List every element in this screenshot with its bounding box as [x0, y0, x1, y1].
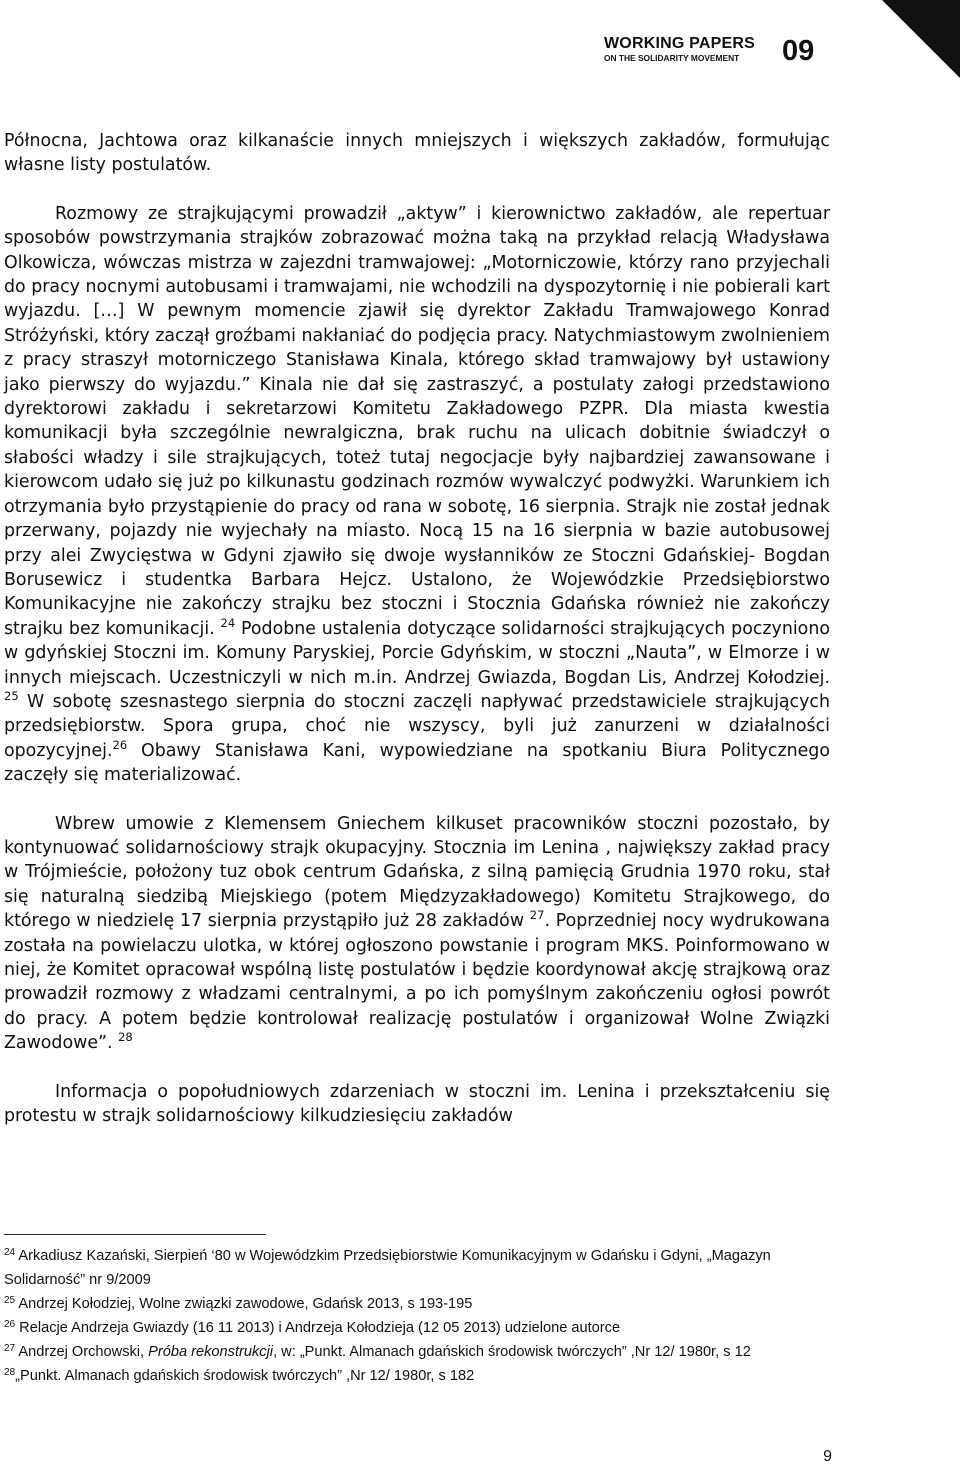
- paragraph-gap: [4, 1056, 830, 1080]
- paragraph-gap: [4, 178, 830, 202]
- issue-number: 09: [782, 35, 815, 67]
- footnote-ref-25[interactable]: 25: [4, 688, 19, 703]
- logo-subtitle: ON THE SOLIDARITY MOVEMENT: [604, 53, 740, 63]
- paragraph-3: Wbrew umowie z Klemensem Gniechem kilkuset pracowników stoczni pozostało, by kontynuować solidarnościowy strajk okupacyjny. Stocznia im Lenina , największy zakład pracy w Trójmieście, położony tuz obok centrum Gdańska, z silną pamięcią Grudnia 1970 roku, stał się naturalną siedzibą Miejskiego (potem Międzyzakładowego) Komitetu Strajkowego, do którego w niedzielę 17 sierpnia przystąpiło już 28 zakładów $^{27}$. Poprzedniej nocy wydrukowana została na powielaczu ulotka, w której ogłoszono powstanie i program MKS. Poinformowano w niej, że Komitet opracował wspólną listę postulatów i będzie koordynował akcję strajkową oraz prowadził rozmowy z władzami centralnymi, a po ich pomyślnym zakończeniu ogłosi powrót do pracy. A potem będzie kontrolował realizację postulatów i organizował Wolne Związki Zawodowe”. $^{28}$: [4, 813, 831, 1054]
- footnote-ref-26[interactable]: 26: [112, 737, 128, 752]
- body-text: [4, 129, 830, 1128]
- paragraph-1: Północna, Jachtowa oraz kilkanaście innych mniejszych i większych zakładów, formułując własne listy postulatów.: [4, 131, 830, 176]
- footnote-28: $^{28}$„Punkt. Almanach gdańskich środowisk twórczych” ,Nr 12/ 1980r, s 182: [4, 1367, 475, 1384]
- footnote-ref-27[interactable]: 27: [529, 908, 545, 923]
- page-number: 9: [823, 1448, 832, 1465]
- footnotes: [4, 1244, 830, 1388]
- footnote-ref-24[interactable]: 24: [220, 615, 236, 630]
- publication-logo: [604, 36, 824, 70]
- footnote-26: $^{26}$ Relacje Andrzeja Gwiazdy (16 11 2013) i Andrzeja Kołodzieja (12 05 2013) udzielone autorce: [4, 1319, 621, 1336]
- footnote-separator: [4, 1234, 266, 1235]
- footnote-27: $^{27}$ Andrzej Orchowski, Próba rekonstrukcji, w: „Punkt. Almanach gdańskich środowisk twórczych” ,Nr 12/ 1980r, s 12: [4, 1343, 751, 1360]
- paragraph-2: Rozmowy ze strajkującymi prowadził „aktyw” i kierownictwo zakładów, ale repertuar sposobów powstrzymania strajków zobrazować można taką na przykład relacją Władysława Olkowicza, wówczas mistrza w zajezdni tramwajowej: „Motorniczowie, którzy rano przyjechali do pracy nocnymi autobusami i tramwajami, nie wchodzili na dyspozytornię i nie pobierali kart wyjazdu. […] W pewnym momencie zjawił się dyrektor Zakładu Tramwajowego Konrad Stróżyński, który zaczął groźbami nakłaniać do podjęcia pracy. Natychmiastowym zwolnieniem z pracy straszył motorniczego Stanisława Kinala, którego skład tramwajowy był ustawiony jako pierwszy do wyjazdu.” Kinala nie dał się zastraszyć, a postulaty załogi przedstawiono dyrektorowi zakładu i sekretarzowi Komitetu Zakładowego PZPR. Dla miasta kwestia komunikacji była szczególnie newralgiczna, brak ruchu na ulicach dobitnie świadczył o słabości władzy i sile strajkujących, toteż tutaj negocjacje były najbardziej zawansowane i kierowcom udało się już po kilkunastu godzinach rozmów wywalczyć podwyżki. Warunkiem ich otrzymania było przystąpienie do pracy od rana w sobotę, 16 sierpnia. Strajk nie został jednak przerwany, pojazdy nie wyjechały na miasto. Nocą 15 na 16 sierpnia w bazie autobusowej przy alei Zwycięstwa w Gdyni zjawiło się dwoje wysłanników ze Stoczni Gdańskiej- Bogdan Borusewicz i studentka Barbara Hejcz. Ustalono, że Wojewódzkie Przedsiębiorstwo Komunikacyjne nie zakończy strajku bez stoczni i Stocznia Gdańska również nie zakończy strajku bez komunikacji. $^{24}$ Podobne ustalenia dotyczące solidarności strajkujących poczyniono w gdyńskiej Stoczni im. Komuny Paryskiej, Porcie Gdyńskim, w stoczni „Nauta”, w Elmorze i w innych miejscach. Uczestniczyli w nich m.in. Andrzej Gwiazda, Bogdan Lis, Andrzej Kołodziej. $^{25}$ W sobotę szesnastego sierpnia do stoczni zaczęli napływać przedstawiciele strajkujących przedsiębiorstw. Spora grupa, choć nie wszyscy, byli już zanurzeni w działalności opozycyjnej.$^{26}$ Obawy Stanisława Kani, wypowiedziane na spotkaniu Biura Politycznego zaczęły się materializować.: [4, 203, 830, 786]
- footnote-ref-28[interactable]: 28: [118, 1030, 133, 1045]
- paragraph-4: Informacja o popołudniowych zdarzeniach w stoczni im. Lenina i przekształceniu się protestu w strajk solidarnościowy kilkudziesięciu zakładów: [4, 1081, 830, 1127]
- paragraph-gap: [4, 788, 830, 812]
- logo-title: WORKING PAPERS: [604, 35, 755, 52]
- footnote-24: $^{24}$ Arkadiusz Kazański, Sierpień ‘80 w Wojewódzkim Przedsiębiorstwie Komunikacyjnym w Gdańsku i Gdyni, „Magazyn Solidarność” nr 9/2009: [4, 1247, 771, 1288]
- footnote-25: $^{25}$ Andrzej Kołodziej, Wolne związki zawodowe, Gdańsk 2013, s 193-195: [4, 1295, 473, 1312]
- corner-triangle-icon: [882, 0, 960, 78]
- cited-work-title: Próba rekonstrukcji: [148, 1344, 274, 1360]
